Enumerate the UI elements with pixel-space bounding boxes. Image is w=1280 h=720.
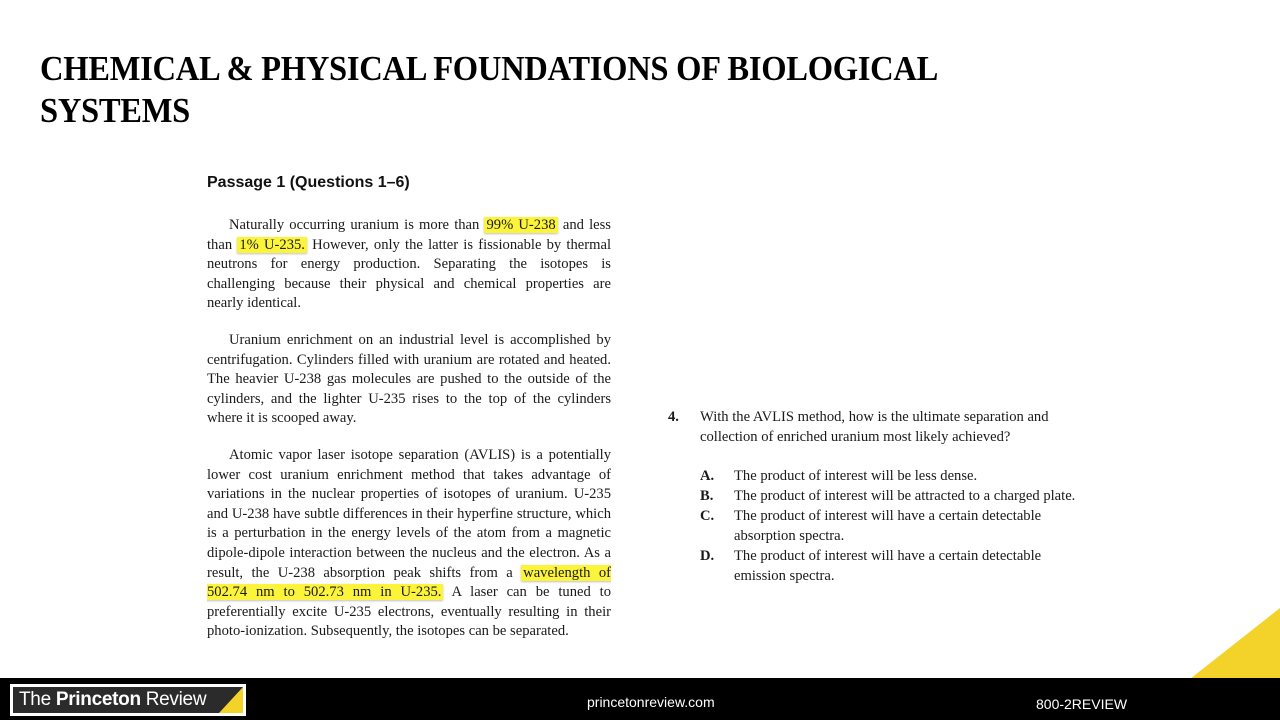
highlight-wavelength: wavelength of 502.74 nm to 502.73 nm in U-235.: [207, 564, 611, 601]
logo-yellow-stripe: [219, 687, 243, 713]
choice-letter: C.: [700, 508, 715, 524]
logo-princeton: Princeton: [55, 689, 141, 710]
logo-text: [19, 689, 206, 711]
logo-the: The: [19, 689, 56, 710]
highlight-99-u238: 99% U-238: [486, 217, 556, 233]
choice-b[interactable]: [700, 486, 1088, 506]
choice-c[interactable]: [700, 506, 1088, 546]
question-4: [668, 407, 1088, 586]
p1-text-1: Naturally occurring uranium is more than: [229, 217, 485, 233]
logo-panel: [13, 687, 243, 713]
passage-heading: Passage 1 (Questions 1–6): [207, 174, 410, 191]
question-number: 4.: [668, 409, 679, 425]
footer-phone: 800-2REVIEW: [1036, 696, 1128, 712]
p1-text-3: However, only the latter is fissionable by thermal neutrons for energy production. Separating the isotopes is challenging because their physical and chemical properties are nearly identical.: [207, 236, 612, 312]
choice-text: The product of interest will have a certain detectable absorption spectra.: [734, 508, 1042, 544]
highlight-1-u235: 1% U-235.: [239, 236, 305, 253]
passage-paragraph-2: Uranium enrichment on an industrial level is accomplished by centrifugation. Cylinders filled with uranium are rotated and heated. The heavier U-238 gas molecules are pushed to the outside of the cylinders, and the lighter U-235 rises to the top of the cylinders where it is scooped away.: [207, 331, 611, 427]
choice-text: The product of interest will be less dense.: [734, 468, 978, 484]
princeton-review-logo[interactable]: [10, 684, 246, 716]
answer-choices: [700, 466, 1088, 586]
passage: [207, 172, 611, 659]
choice-letter: D.: [700, 548, 715, 564]
choice-text: The product of interest will have a certain detectable emission spectra.: [734, 548, 1042, 584]
slide-title: CHEMICAL & PHYSICAL FOUNDATIONS OF BIOLOGICAL SYSTEMS: [40, 49, 937, 130]
p3-text-1: Atomic vapor laser isotope separation (AVLIS) is a potentially lower cost uranium enrichment method that takes advantage of variations in the nuclear properties of isotopes of uranium. U-235 and U-238 have subtle differences in their hyperfine structure, which is a perturbation in the energy levels of the atom from a magnetic dipole-dipole interaction between the nucleus and the electron. As a result, the U-238 absorption peak shifts from a: [207, 446, 611, 581]
choice-letter: A.: [700, 468, 715, 484]
p3-text-2: A laser can be tuned to preferentially excite U-235 electrons, eventually resulting in their photo-ionization. Subsequently, the isotopes can be separated.: [207, 584, 611, 640]
footer-website-link[interactable]: princetonreview.com: [587, 694, 715, 710]
logo-review: Review: [140, 689, 207, 710]
passage-paragraph-3: [207, 446, 611, 642]
question-text: With the AVLIS method, how is the ultimate separation and collection of enriched uranium most likely achieved?: [700, 409, 1049, 445]
p1-text-2: and less than: [207, 217, 611, 253]
choice-a[interactable]: [700, 466, 1088, 486]
choice-d[interactable]: [700, 546, 1088, 586]
passage-paragraph-1: [207, 216, 611, 314]
choice-text: The product of interest will be attracted to a charged plate.: [734, 488, 1076, 504]
choice-letter: B.: [700, 488, 714, 504]
